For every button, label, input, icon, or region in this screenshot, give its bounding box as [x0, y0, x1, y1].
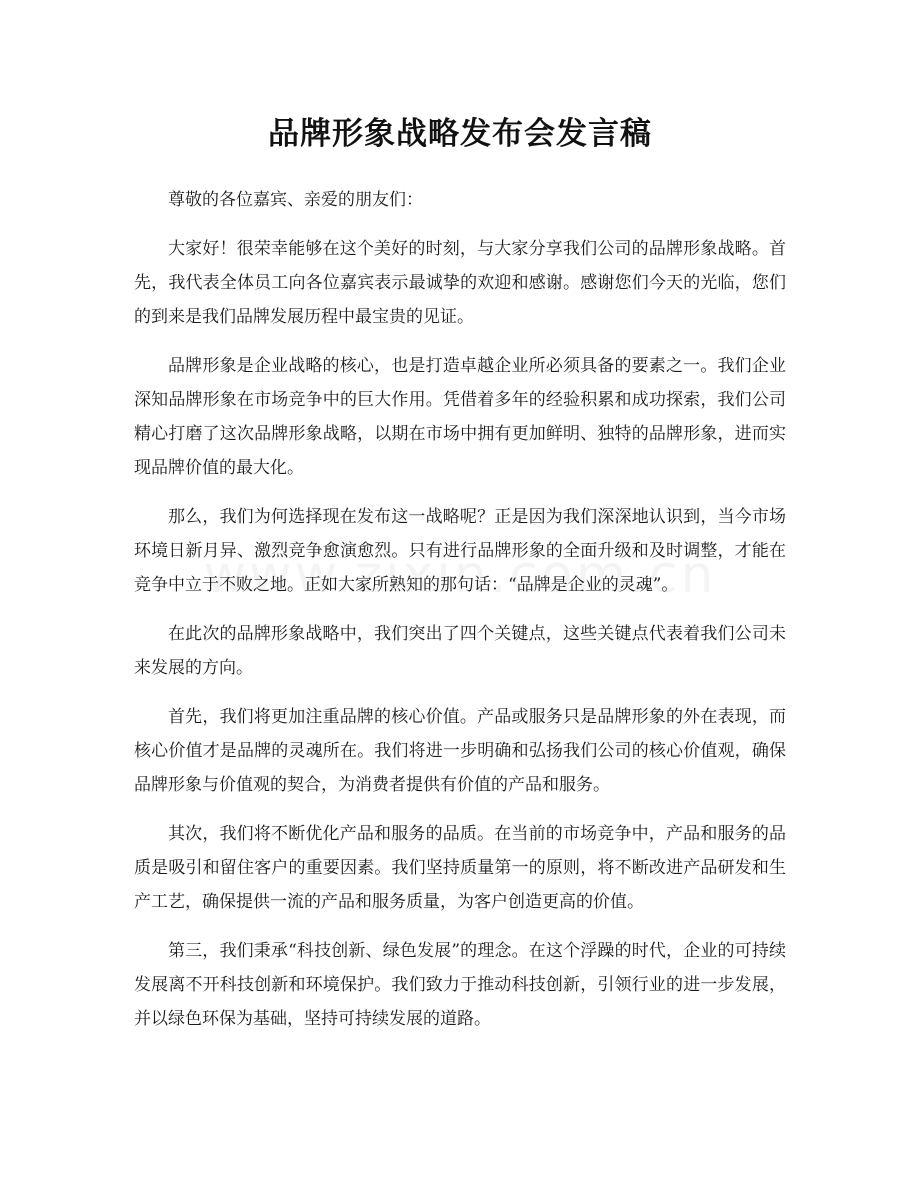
paragraph: 大家好！很荣幸能够在这个美好的时刻，与大家分享我们公司的品牌形象战略。首先，我代表全体员工向各位嘉宾表示最诚挚的欢迎和感谢。感谢您们今天的光临，您们的到来是我们品牌发展历程中最宝贵的见证。 — [134, 239, 786, 327]
paragraph: 在此次的品牌形象战略中，我们突出了四个关键点，这些关键点代表着我们公司未来发展的方向。 — [134, 624, 786, 678]
salutation: 尊敬的各位嘉宾、亲爱的朋友们： — [168, 190, 423, 210]
paragraph: 其次，我们将不断优化产品和服务的品质。在当前的市场竞争中，产品和服务的品质是吸引和留住客户的重要因素。我们坚持质量第一的原则，将不断改进产品研发和生产工艺，确保提供一流的产品和服务质量，为客户创造更高的价值。 — [134, 824, 786, 912]
paragraph: 首先，我们将更加注重品牌的核心价值。产品或服务只是品牌形象的外在表现，而核心价值才是品牌的灵魂所在。我们将进一步明确和弘扬我们公司的核心价值观，确保品牌形象与价值观的契合，为消费者提供有价值的产品和服务。 — [134, 707, 786, 795]
paragraph: 那么，我们为何选择现在发布这一战略呢？正是因为我们深深地认识到，当今市场环境日新月异、激烈竞争愈演愈烈。只有进行品牌形象的全面升级和及时调整，才能在竞争中立于不败之地。正如大家所熟知的那句话：“品牌是企业的灵魂”。 — [134, 507, 786, 595]
document-title: 品牌形象战略发布会发言稿 — [268, 116, 652, 152]
paragraph: 第三，我们秉承“科技创新、绿色发展”的理念。在这个浮躁的时代，企业的可持续发展离不开科技创新和环境保护。我们致力于推动科技创新，引领行业的进一步发展，并以绿色环保为基础，坚持可持续发展的道路。 — [134, 941, 786, 1029]
paragraph: 品牌形象是企业战略的核心，也是打造卓越企业所必须具备的要素之一。我们企业深知品牌形象在市场竞争中的巨大作用。凭借着多年的经验积累和成功探索，我们公司精心打磨了这次品牌形象战略，以期在市场中拥有更加鲜明、独特的品牌形象，进而实现品牌价值的最大化。 — [134, 356, 786, 478]
document-body — [134, 183, 786, 1051]
